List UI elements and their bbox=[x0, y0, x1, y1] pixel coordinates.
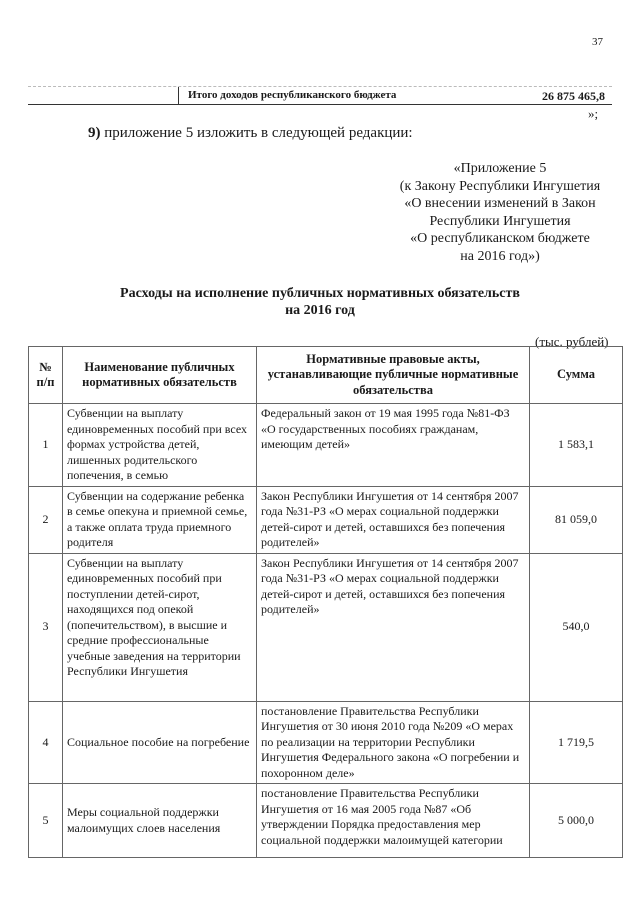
document-title bbox=[0, 285, 640, 319]
table-row bbox=[29, 553, 623, 701]
table-row bbox=[29, 486, 623, 553]
appendix-line: Республики Ингушетия bbox=[429, 213, 571, 229]
row-num: 2 bbox=[29, 486, 63, 553]
row-num: 1 bbox=[29, 404, 63, 487]
table-row bbox=[29, 784, 623, 858]
row-name: Субвенции на выплату единовременных пособий при поступлении детей-сирот, находящихся под опекой (попечительством), в высшие и средние профессиональные учебные заведения на территории Республики Ингушетия bbox=[63, 553, 257, 701]
appendix-line: (к Закону Республики Ингушетия bbox=[399, 178, 601, 194]
header-acts: Нормативные правовые акты, устанавливающие публичные нормативные обязательства bbox=[257, 347, 530, 404]
header-name: Наименование публичных нормативных обязательств bbox=[63, 347, 257, 404]
instruction-text: приложение 5 изложить в следующей редакции: bbox=[104, 125, 413, 141]
row-act: Закон Республики Ингушетия от 14 сентября 2007 года №31-РЗ «О мерах социальной поддержки детей-сирот и детей, оставшихся без попечения родителей» bbox=[257, 553, 530, 701]
row-num: 4 bbox=[29, 701, 63, 784]
row-num: 5 bbox=[29, 784, 63, 858]
row-num: 3 bbox=[29, 553, 63, 701]
row-sum: 5 000,0 bbox=[530, 784, 623, 858]
appendix-line: «Приложение 5 bbox=[453, 161, 547, 176]
row-act: постановление Правительства Республики Ингушетия от 30 июня 2010 года №209 «О мерах по реализации на территории Республики Ингушетия Федерального закона «О погребении и похоронном деле» bbox=[257, 701, 530, 784]
total-row-label: Итого доходов республиканского бюджета bbox=[188, 89, 397, 101]
row-act: Закон Республики Ингушетия от 14 сентября 2007 года №31-РЗ «О мерах социальной поддержки детей-сирот и детей, оставшихся без попечения родителей» bbox=[257, 486, 530, 553]
instruction-number: 9) bbox=[88, 125, 101, 141]
row-sum: 1 583,1 bbox=[530, 404, 623, 487]
obligations-table bbox=[28, 346, 623, 858]
quote-close: »; bbox=[588, 106, 599, 121]
appendix-line: «О внесении изменений в Закон bbox=[404, 196, 596, 211]
appendix-line: «О республиканском бюджете bbox=[410, 231, 590, 246]
page-number: 37 bbox=[592, 36, 603, 48]
row-sum: 81 059,0 bbox=[530, 486, 623, 553]
appendix-line: на 2016 год») bbox=[460, 248, 540, 264]
total-row-value: 26 875 465,8 bbox=[542, 89, 605, 103]
instruction bbox=[88, 125, 413, 142]
row-sum: 1 719,5 bbox=[530, 701, 623, 784]
table-row bbox=[29, 404, 623, 487]
row-act: постановление Правительства Республики Ингушетия от 16 мая 2005 года №87 «Об утверждении Порядка предоставления мер социальной поддержки малоимущей категории bbox=[257, 784, 530, 858]
row-name: Социальное пособие на погребение bbox=[63, 701, 257, 784]
table-header-row bbox=[29, 347, 623, 404]
row-act: Федеральный закон от 19 мая 1995 года №81-ФЗ «О государственных пособиях гражданам, имеющим детей» bbox=[257, 404, 530, 487]
row-name: Субвенции на выплату единовременных пособий при всех формах устройства детей, лишенных родительского попечения, в семью bbox=[63, 404, 257, 487]
row-name: Субвенции на содержание ребенка в семье опекуна и приемной семье, а также оплата труда приемного родителя bbox=[63, 486, 257, 553]
title-line-2: на 2016 год bbox=[285, 303, 355, 318]
table-row bbox=[29, 701, 623, 784]
title-line-1: Расходы на исполнение публичных нормативных обязательств bbox=[120, 286, 520, 301]
appendix-header bbox=[360, 160, 640, 265]
header-sum: Сумма bbox=[530, 347, 623, 404]
row-sum: 540,0 bbox=[530, 553, 623, 701]
header-num: № п/п bbox=[29, 347, 63, 404]
row-name: Меры социальной поддержки малоимущих слоев населения bbox=[63, 784, 257, 858]
unit-label: (тыс. рублей) bbox=[535, 334, 609, 349]
